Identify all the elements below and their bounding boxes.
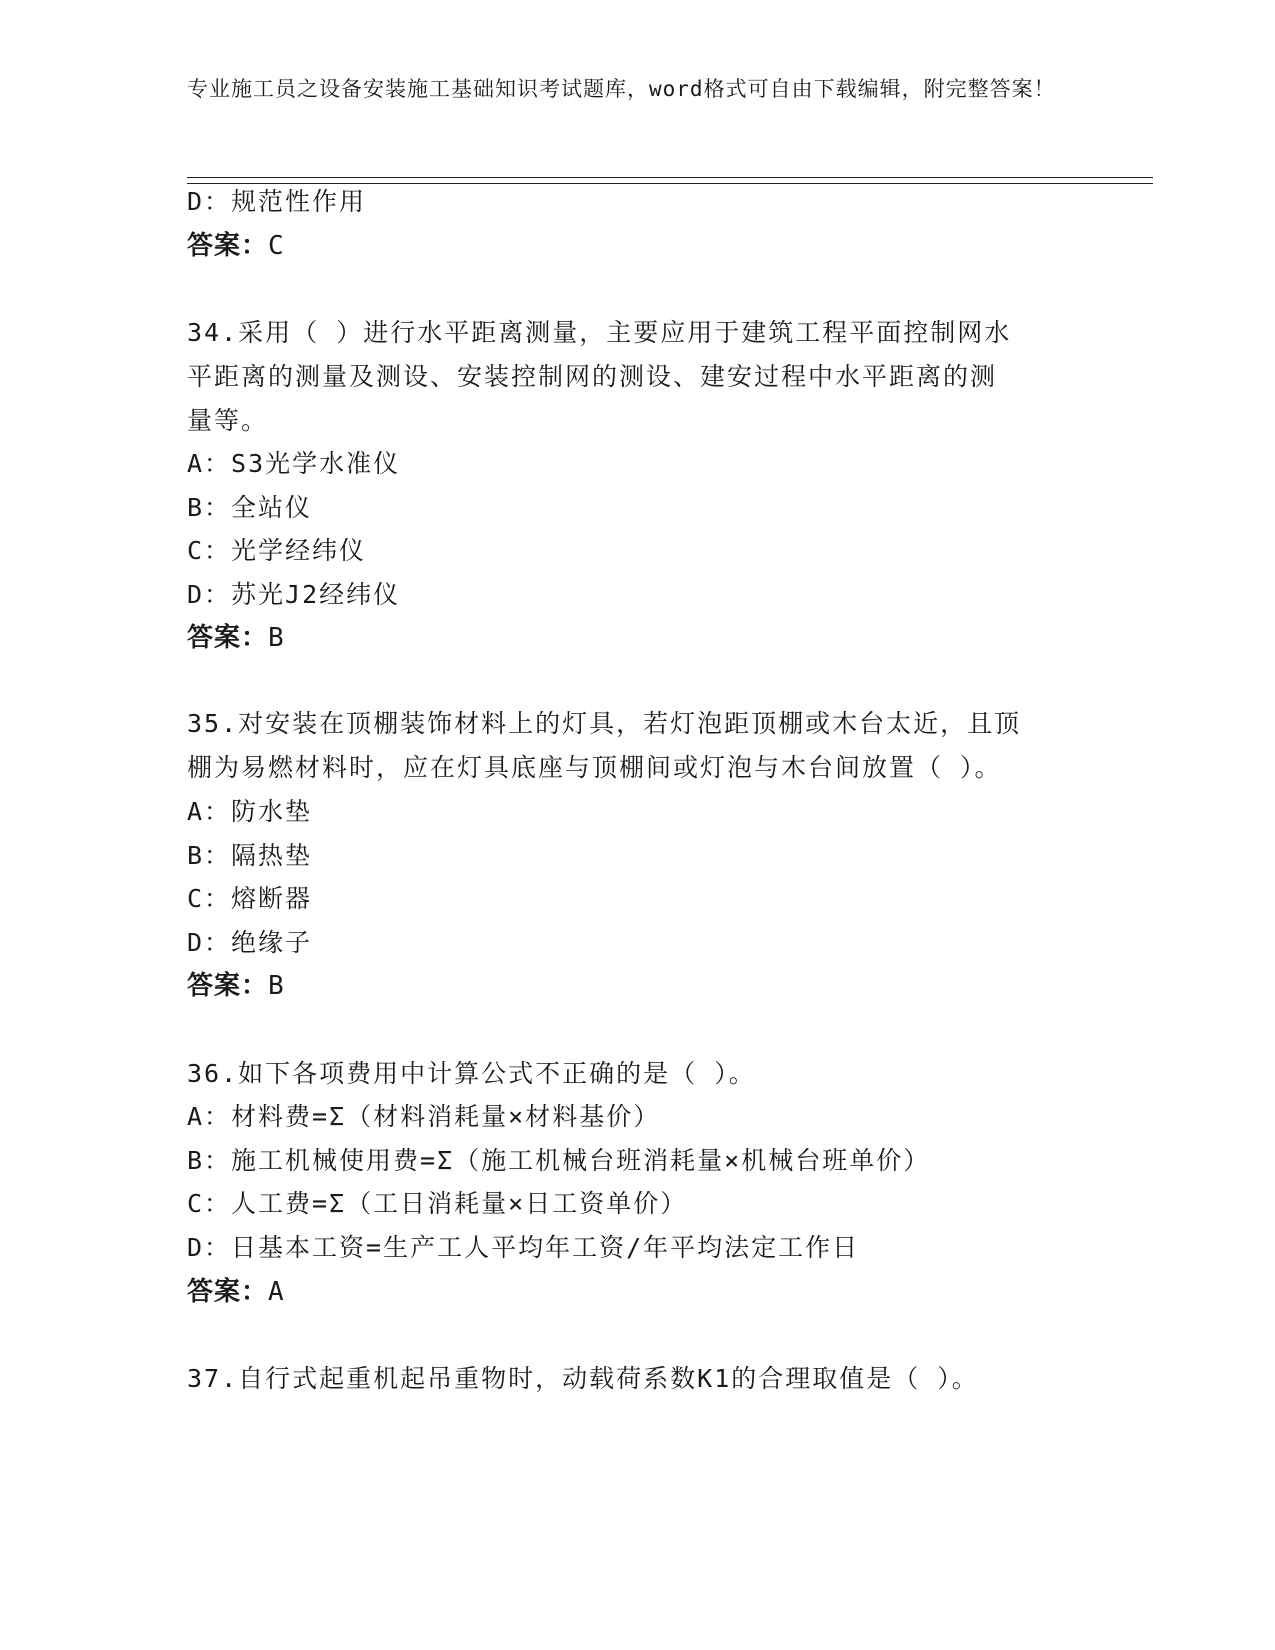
question-34-stem-line: 量等。 — [187, 406, 269, 435]
question-34-option-c: C：光学经纬仪 — [187, 536, 367, 565]
question-34-option-a: A：S3光学水准仪 — [187, 449, 401, 478]
answer-value: B — [268, 971, 285, 1001]
answer-label: 答案： — [187, 971, 269, 1001]
question-36-answer — [187, 1277, 285, 1307]
question-35-stem-line: 棚为易燃材料时，应在灯具底座与顶棚间或灯泡与木台间放置（ ）。 — [187, 753, 1002, 782]
question-35-option-c: C：熔断器 — [187, 884, 313, 913]
question-36-stem-line: 36.如下各项费用中计算公式不正确的是（ ）。 — [187, 1059, 756, 1088]
question-36-option-d: D：日基本工资=生产工人平均年工资/年平均法定工作日 — [187, 1233, 860, 1262]
question-35-stem-line: 35.对安装在顶棚装饰材料上的灯具，若灯泡距顶棚或木台太近，且顶 — [187, 709, 1022, 738]
question-34-stem-line: 平距离的测量及测设、安装控制网的测设、建安过程中水平距离的测 — [187, 362, 998, 391]
question-34-option-b: B：全站仪 — [187, 493, 313, 522]
answer-label: 答案： — [187, 623, 269, 653]
question-35-option-d: D：绝缘子 — [187, 928, 313, 957]
header-divider-bottom — [187, 183, 1153, 184]
question-34-option-d: D：苏光J2经纬仪 — [187, 580, 401, 609]
answer-value: B — [268, 623, 285, 653]
answer-label: 答案： — [187, 1277, 269, 1307]
answer-line — [187, 231, 285, 261]
question-35-option-a: A：防水垫 — [187, 797, 313, 826]
question-35-answer — [187, 971, 285, 1001]
question-36-option-a: A：材料费=Σ（材料消耗量×材料基价） — [187, 1102, 661, 1131]
question-34-stem-line: 34.采用（ ）进行水平距离测量，主要应用于建筑工程平面控制网水 — [187, 318, 1012, 347]
answer-label: 答案： — [187, 231, 269, 261]
answer-value: C — [268, 231, 285, 261]
question-36-option-c: C：人工费=Σ（工日消耗量×日工资单价） — [187, 1189, 688, 1218]
option-d: D：规范性作用 — [187, 187, 367, 216]
document-header: 专业施工员之设备安装施工基础知识考试题库，word格式可自由下载编辑，附完整答案！ — [187, 77, 1056, 101]
question-34-answer — [187, 623, 285, 653]
question-35-option-b: B：隔热垫 — [187, 841, 313, 870]
question-36-option-b: B：施工机械使用费=Σ（施工机械台班消耗量×机械台班单价） — [187, 1146, 931, 1175]
answer-value: A — [268, 1277, 285, 1307]
question-37-stem-line: 37.自行式起重机起吊重物时，动载荷系数K1的合理取值是（ ）。 — [187, 1364, 979, 1393]
header-divider-top — [187, 177, 1153, 178]
